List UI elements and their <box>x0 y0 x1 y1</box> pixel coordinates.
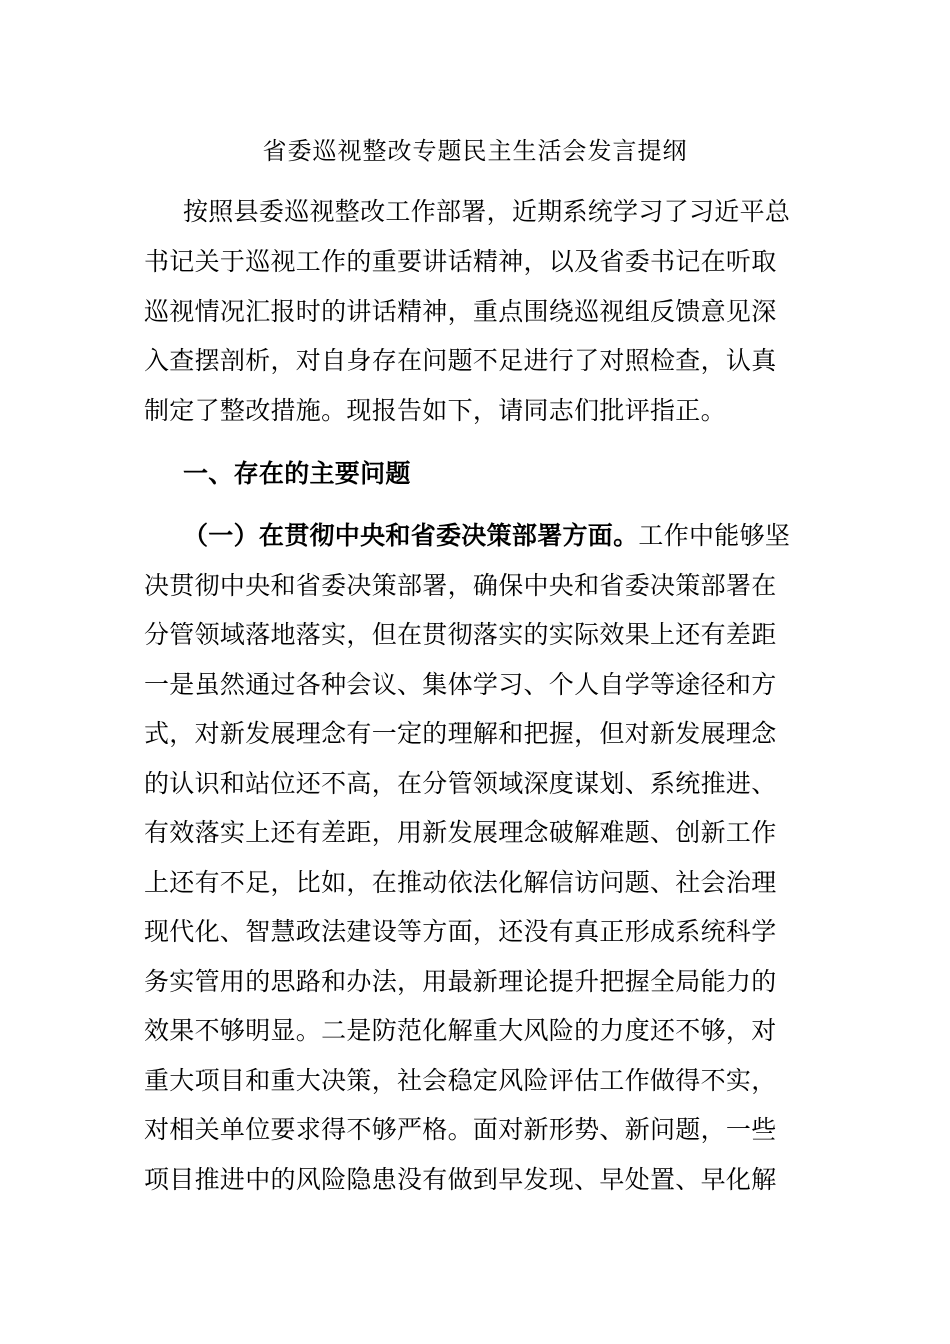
body-line-9: 务实管用的思路和办法，用最新理论提升把握全局能力的 <box>144 967 777 996</box>
body-line-10: 效果不够明显。二是防范化解重大风险的力度还不够，对 <box>144 1016 777 1045</box>
body-line-1: 决贯彻中央和省委决策部署，确保中央和省委决策部署在 <box>144 571 777 600</box>
intro-line-3: 巡视情况汇报时的讲话精神，重点围绕巡视组反馈意见深 <box>144 297 777 326</box>
intro-line-1: 按照县委巡视整改工作部署，近期系统学习了习近平总 <box>183 197 791 226</box>
body-line-4: 式，对新发展理念有一定的理解和把握，但对新发展理念 <box>144 719 777 748</box>
section-heading: 一、存在的主要问题 <box>183 459 411 488</box>
intro-line-2: 书记关于巡视工作的重要讲话精神，以及省委书记在听取 <box>144 247 777 276</box>
body-line-7: 上还有不足，比如，在推动依法化解信访问题、社会治理 <box>144 868 777 897</box>
subsection-first-line <box>183 511 805 561</box>
subsection-heading: （一）在贯彻中央和省委决策部署方面。 <box>183 521 639 550</box>
body-line-6: 有效落实上还有差距，用新发展理念破解难题、创新工作 <box>144 818 777 847</box>
intro-line-4: 入查摆剖析，对自身存在问题不足进行了对照检查，认真 <box>144 346 777 375</box>
body-line-11: 重大项目和重大决策，社会稳定风险评估工作做得不实， <box>144 1066 777 1095</box>
subsection-first-line-text: 工作中能够坚 <box>638 521 791 550</box>
body-line-13: 项目推进中的风险隐患没有做到早发现、早处置、早化解 <box>144 1165 777 1194</box>
body-line-3: 一是虽然通过各种会议、集体学习、个人自学等途径和方 <box>144 670 777 699</box>
body-line-8: 现代化、智慧政法建设等方面，还没有真正形成系统科学 <box>144 917 777 946</box>
body-line-5: 的认识和站位还不高，在分管领域深度谋划、系统推进、 <box>144 769 777 798</box>
intro-line-5: 制定了整改措施。现报告如下，请同志们批评指正。 <box>144 396 726 425</box>
body-line-2: 分管领域落地落实，但在贯彻落实的实际效果上还有差距 <box>144 620 777 649</box>
document-title: 省委巡视整改专题民主生活会发言提纲 <box>262 137 688 165</box>
body-line-12: 对相关单位要求得不够严格。面对新形势、新问题，一些 <box>144 1115 777 1144</box>
